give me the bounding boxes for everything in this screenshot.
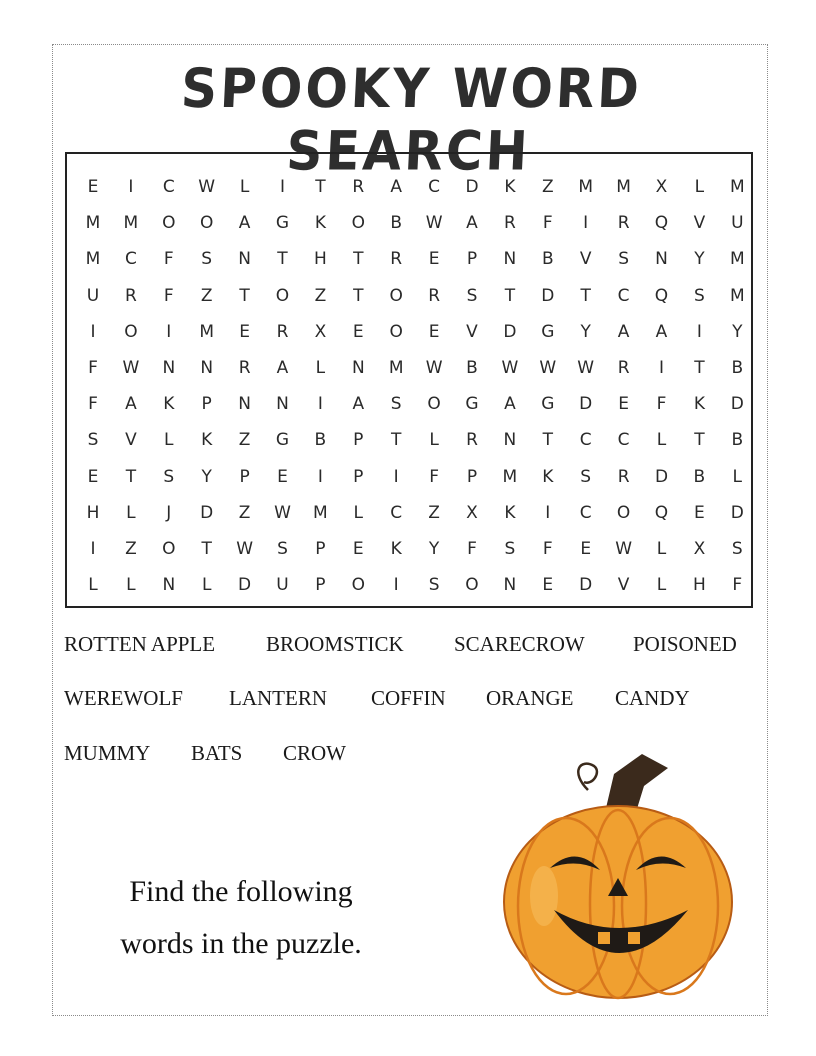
grid-letter: R bbox=[466, 430, 478, 451]
word-item: ROTTEN APPLE bbox=[64, 632, 216, 656]
word-search-grid bbox=[65, 152, 753, 608]
grid-letter: R bbox=[617, 358, 630, 378]
grid-letter: T bbox=[504, 285, 516, 306]
grid-letter: E bbox=[428, 249, 440, 270]
grid-letter: S bbox=[618, 249, 629, 270]
word-item: BROOMSTICK bbox=[266, 632, 404, 656]
grid-letter: Y bbox=[201, 466, 212, 487]
word-item: MUMMY bbox=[64, 741, 151, 765]
grid-letter: P bbox=[315, 575, 326, 596]
grid-letter: P bbox=[239, 466, 250, 487]
grid-letter: O bbox=[162, 213, 176, 234]
jack-o-lantern-icon bbox=[496, 746, 740, 1000]
grid-letter: L bbox=[239, 177, 250, 197]
grid-letter: T bbox=[580, 285, 591, 306]
grid-letter: V bbox=[617, 575, 630, 596]
grid-letter: L bbox=[164, 430, 174, 451]
grid-letter: F bbox=[88, 358, 98, 378]
grid-letter: E bbox=[239, 321, 250, 342]
grid-letter: R bbox=[617, 466, 630, 487]
grid-letter: C bbox=[617, 285, 630, 306]
grid-letter: U bbox=[86, 285, 100, 306]
grid-letter: D bbox=[503, 321, 517, 342]
grid-letter: G bbox=[465, 394, 479, 415]
grid-letter: C bbox=[617, 430, 630, 451]
grid-letter: K bbox=[504, 177, 516, 197]
grid-letter: R bbox=[276, 321, 289, 342]
grid-letter: T bbox=[125, 466, 137, 487]
grid-letter: R bbox=[617, 213, 630, 234]
grid-letter: V bbox=[579, 249, 592, 270]
grid-letter: O bbox=[389, 285, 403, 306]
grid-letter: D bbox=[730, 502, 744, 523]
grid-letter: F bbox=[656, 394, 667, 415]
grid-letter: O bbox=[465, 575, 479, 596]
word-item: CROW bbox=[283, 741, 346, 765]
grid-letter: B bbox=[541, 249, 554, 270]
grid-row bbox=[67, 353, 751, 383]
grid-letter: E bbox=[428, 321, 440, 342]
grid-letter: L bbox=[88, 575, 98, 596]
grid-letter: N bbox=[276, 394, 289, 415]
grid-letter: C bbox=[390, 502, 403, 523]
grid-row bbox=[67, 425, 751, 455]
grid-letter: Z bbox=[428, 502, 440, 523]
instructions-line: Find the following bbox=[129, 875, 353, 908]
grid-row bbox=[67, 498, 751, 528]
grid-letter: O bbox=[389, 321, 403, 342]
grid-letter: S bbox=[87, 430, 99, 451]
grid-letter: O bbox=[427, 394, 441, 415]
grid-letter: P bbox=[466, 466, 478, 487]
grid-letter: W bbox=[577, 358, 595, 378]
grid-letter: G bbox=[541, 321, 555, 342]
grid-letter: A bbox=[390, 177, 402, 197]
grid-letter: N bbox=[238, 394, 251, 415]
grid-letter: I bbox=[128, 177, 134, 197]
grid-letter: O bbox=[162, 539, 176, 559]
grid-letter: T bbox=[694, 358, 705, 378]
grid-letter: Z bbox=[238, 430, 251, 451]
grid-letter: A bbox=[125, 394, 137, 415]
grid-letter: A bbox=[238, 213, 251, 234]
grid-letter: X bbox=[466, 502, 478, 523]
word-item: COFFIN bbox=[371, 686, 446, 710]
grid-letter: W bbox=[122, 358, 140, 378]
grid-letter: D bbox=[238, 575, 252, 596]
grid-letter: N bbox=[351, 358, 365, 378]
page-title: SPOOKY WORD SEARCH bbox=[179, 57, 644, 183]
grid-letter: Z bbox=[314, 285, 327, 306]
grid-letter: D bbox=[654, 466, 669, 487]
grid-letter: T bbox=[694, 430, 705, 451]
grid-row bbox=[67, 389, 751, 419]
grid-letter: K bbox=[163, 394, 175, 415]
grid-letter: E bbox=[87, 177, 99, 197]
grid-row bbox=[67, 244, 751, 274]
grid-letter: I bbox=[696, 321, 702, 342]
grid-letter: R bbox=[390, 249, 403, 270]
grid-letter: B bbox=[731, 358, 744, 378]
grid-letter: T bbox=[315, 177, 326, 197]
grid-letter: M bbox=[85, 213, 101, 234]
grid-letter: I bbox=[90, 539, 96, 559]
grid-row bbox=[67, 172, 751, 202]
grid-letter: I bbox=[279, 177, 285, 197]
grid-letter: W bbox=[274, 502, 291, 523]
grid-letter: N bbox=[503, 249, 517, 270]
grid-letter: M bbox=[199, 321, 215, 342]
grid-letter: M bbox=[123, 213, 139, 234]
grid-letter: E bbox=[618, 394, 629, 415]
grid-letter: I bbox=[545, 502, 551, 523]
grid-letter: L bbox=[732, 466, 743, 487]
grid-letter: U bbox=[276, 575, 289, 596]
grid-letter: F bbox=[467, 539, 477, 559]
grid-letter: L bbox=[353, 502, 364, 523]
grid-letter: X bbox=[655, 177, 668, 197]
grid-letter: A bbox=[617, 321, 630, 342]
grid-letter: Y bbox=[732, 321, 743, 342]
grid-letter: L bbox=[126, 502, 136, 523]
grid-letter: M bbox=[313, 502, 328, 523]
grid-letter: A bbox=[504, 394, 516, 415]
grid-letter: Y bbox=[694, 249, 705, 270]
grid-letter: K bbox=[314, 213, 326, 234]
grid-letter: W bbox=[198, 177, 216, 197]
grid-letter: E bbox=[542, 575, 554, 596]
grid-letter: K bbox=[542, 466, 554, 487]
grid-row bbox=[67, 281, 751, 311]
grid-letter: R bbox=[238, 358, 251, 378]
grid-letter: M bbox=[729, 177, 745, 197]
grid-letter: O bbox=[351, 575, 365, 596]
grid-letter: P bbox=[353, 430, 364, 451]
grid-letter: D bbox=[730, 394, 744, 415]
grid-letter: O bbox=[275, 285, 290, 306]
grid-letter: E bbox=[352, 321, 364, 342]
grid-letter: S bbox=[163, 466, 175, 487]
grid-letter: P bbox=[315, 539, 326, 559]
grid-letter: H bbox=[86, 502, 100, 523]
grid-letter: F bbox=[163, 285, 174, 306]
grid-letter: L bbox=[315, 358, 326, 378]
grid-letter: M bbox=[616, 177, 631, 197]
grid-letter: F bbox=[429, 466, 439, 487]
grid-letter: C bbox=[579, 430, 592, 451]
grid-letter: Q bbox=[654, 213, 669, 234]
grid-letter: Z bbox=[125, 539, 137, 559]
grid-letter: F bbox=[163, 249, 174, 270]
grid-letter: A bbox=[276, 358, 289, 378]
grid-row bbox=[67, 534, 751, 564]
grid-row bbox=[67, 462, 751, 492]
grid-letter: G bbox=[275, 213, 290, 234]
grid-letter: B bbox=[731, 430, 744, 451]
instructions bbox=[76, 866, 406, 970]
grid-letter: I bbox=[90, 321, 96, 342]
instructions-line: words in the puzzle. bbox=[120, 927, 362, 960]
grid-letter: K bbox=[201, 430, 213, 451]
grid-letter: W bbox=[501, 358, 519, 378]
grid-letter: S bbox=[693, 285, 705, 306]
word-item: WEREWOLF bbox=[64, 686, 183, 710]
grid-letter: C bbox=[428, 177, 441, 197]
grid-letter: T bbox=[390, 430, 402, 451]
grid-letter: E bbox=[580, 539, 592, 559]
grid-letter: O bbox=[199, 213, 214, 234]
grid-letter: Z bbox=[238, 502, 251, 523]
grid-letter: I bbox=[166, 321, 172, 342]
grid-letter: M bbox=[729, 285, 745, 306]
grid-letter: D bbox=[465, 177, 479, 197]
grid-row bbox=[67, 208, 751, 238]
grid-letter: W bbox=[425, 358, 443, 378]
grid-letter: S bbox=[201, 249, 213, 270]
grid-letter: L bbox=[126, 575, 136, 596]
grid-letter: N bbox=[503, 430, 517, 451]
grid-letter: M bbox=[85, 249, 101, 270]
grid-letter: N bbox=[200, 358, 214, 378]
grid-letter: T bbox=[239, 285, 250, 306]
grid-letter: M bbox=[729, 249, 745, 270]
grid-letter: B bbox=[314, 430, 327, 451]
grid-letter: X bbox=[693, 539, 706, 559]
grid-letter: O bbox=[616, 502, 631, 523]
grid-letter: P bbox=[353, 466, 364, 487]
grid-letter: I bbox=[658, 358, 664, 378]
grid-letter: M bbox=[578, 177, 594, 197]
grid-letter: P bbox=[466, 249, 478, 270]
grid-row bbox=[67, 570, 751, 600]
grid-letter: A bbox=[466, 213, 478, 234]
grid-letter: G bbox=[541, 394, 555, 415]
grid-letter: R bbox=[428, 285, 440, 306]
grid-letter: F bbox=[732, 575, 743, 596]
grid-letter: Z bbox=[541, 177, 554, 197]
grid-letter: Q bbox=[654, 285, 669, 306]
word-item: POISONED bbox=[633, 632, 737, 656]
grid-letter: V bbox=[125, 430, 137, 451]
grid-letter: F bbox=[542, 539, 553, 559]
word-item: BATS bbox=[191, 741, 243, 765]
grid-letter: V bbox=[693, 213, 706, 234]
grid-letter: A bbox=[655, 321, 668, 342]
grid-letter: T bbox=[542, 430, 553, 451]
grid-letter: J bbox=[166, 502, 172, 523]
grid-letter: E bbox=[352, 539, 364, 559]
grid-letter: C bbox=[579, 502, 592, 523]
grid-letter: S bbox=[390, 394, 402, 415]
grid-letter: R bbox=[124, 285, 137, 306]
grid-letter: L bbox=[656, 430, 667, 451]
grid-letter: W bbox=[236, 539, 253, 559]
grid-letter: I bbox=[317, 394, 323, 415]
grid-letter: W bbox=[615, 539, 632, 559]
grid-letter: N bbox=[162, 575, 176, 596]
grid-letter: O bbox=[351, 213, 365, 234]
grid-letter: S bbox=[466, 285, 478, 306]
grid-letter: L bbox=[694, 177, 705, 197]
grid-letter: N bbox=[238, 249, 251, 270]
grid-letter: A bbox=[352, 394, 365, 415]
grid-letter: W bbox=[539, 358, 557, 378]
grid-letter: S bbox=[277, 539, 288, 559]
grid-letter: D bbox=[579, 575, 593, 596]
grid-letter: S bbox=[504, 539, 516, 559]
grid-letter: F bbox=[542, 213, 553, 234]
grid-letter: L bbox=[656, 575, 667, 596]
grid-letter: Y bbox=[580, 321, 591, 342]
grid-letter: E bbox=[277, 466, 288, 487]
grid-letter: N bbox=[162, 358, 176, 378]
grid-letter: S bbox=[580, 466, 592, 487]
grid-letter: H bbox=[692, 575, 706, 596]
grid-letter: E bbox=[694, 502, 705, 523]
grid-letter: M bbox=[388, 358, 404, 378]
grid-letter: T bbox=[353, 285, 364, 306]
grid-letter: O bbox=[124, 321, 138, 342]
grid-letter: C bbox=[124, 249, 137, 270]
grid-letter: I bbox=[393, 466, 399, 487]
grid-letter: N bbox=[655, 249, 668, 270]
grid-letter: B bbox=[466, 358, 478, 378]
grid-letter: K bbox=[390, 539, 402, 559]
grid-row bbox=[67, 317, 751, 347]
grid-letter: R bbox=[352, 177, 365, 197]
grid-letter: X bbox=[314, 321, 327, 342]
grid-letter: D bbox=[541, 285, 555, 306]
grid-letter: H bbox=[313, 249, 327, 270]
grid-letter: Z bbox=[200, 285, 213, 306]
grid-letter: K bbox=[693, 394, 705, 415]
grid-letter: U bbox=[731, 213, 744, 234]
grid-letter: P bbox=[201, 394, 212, 415]
grid-letter: F bbox=[88, 394, 98, 415]
grid-letter: S bbox=[731, 539, 743, 559]
grid-letter: D bbox=[579, 394, 593, 415]
grid-letter: G bbox=[275, 430, 290, 451]
word-item: ORANGE bbox=[486, 686, 574, 710]
word-item: SCARECROW bbox=[454, 632, 585, 656]
grid-letter: C bbox=[162, 177, 175, 197]
grid-letter: B bbox=[693, 466, 706, 487]
grid-letter: Y bbox=[428, 539, 440, 559]
grid-letter: T bbox=[277, 249, 288, 270]
word-item: CANDY bbox=[615, 686, 690, 710]
grid-letter: I bbox=[583, 213, 589, 234]
grid-letter: I bbox=[317, 466, 323, 487]
grid-letter: T bbox=[353, 249, 364, 270]
grid-letter: I bbox=[393, 575, 399, 596]
word-item: LANTERN bbox=[229, 686, 327, 710]
grid-letter: L bbox=[429, 430, 439, 451]
grid-letter: N bbox=[503, 575, 517, 596]
grid-letter: V bbox=[466, 321, 478, 342]
grid-letter: L bbox=[656, 539, 667, 559]
grid-letter: M bbox=[502, 466, 518, 487]
grid-letter: E bbox=[87, 466, 99, 487]
grid-letter: Q bbox=[654, 502, 669, 523]
grid-letter: B bbox=[390, 213, 403, 234]
grid-letter: K bbox=[504, 502, 516, 523]
grid-letter: R bbox=[503, 213, 516, 234]
grid-letter: T bbox=[201, 539, 212, 559]
grid-letter: D bbox=[200, 502, 214, 523]
grid-letter: S bbox=[428, 575, 440, 596]
grid-letter: W bbox=[425, 213, 443, 234]
grid-letter: L bbox=[201, 575, 212, 596]
